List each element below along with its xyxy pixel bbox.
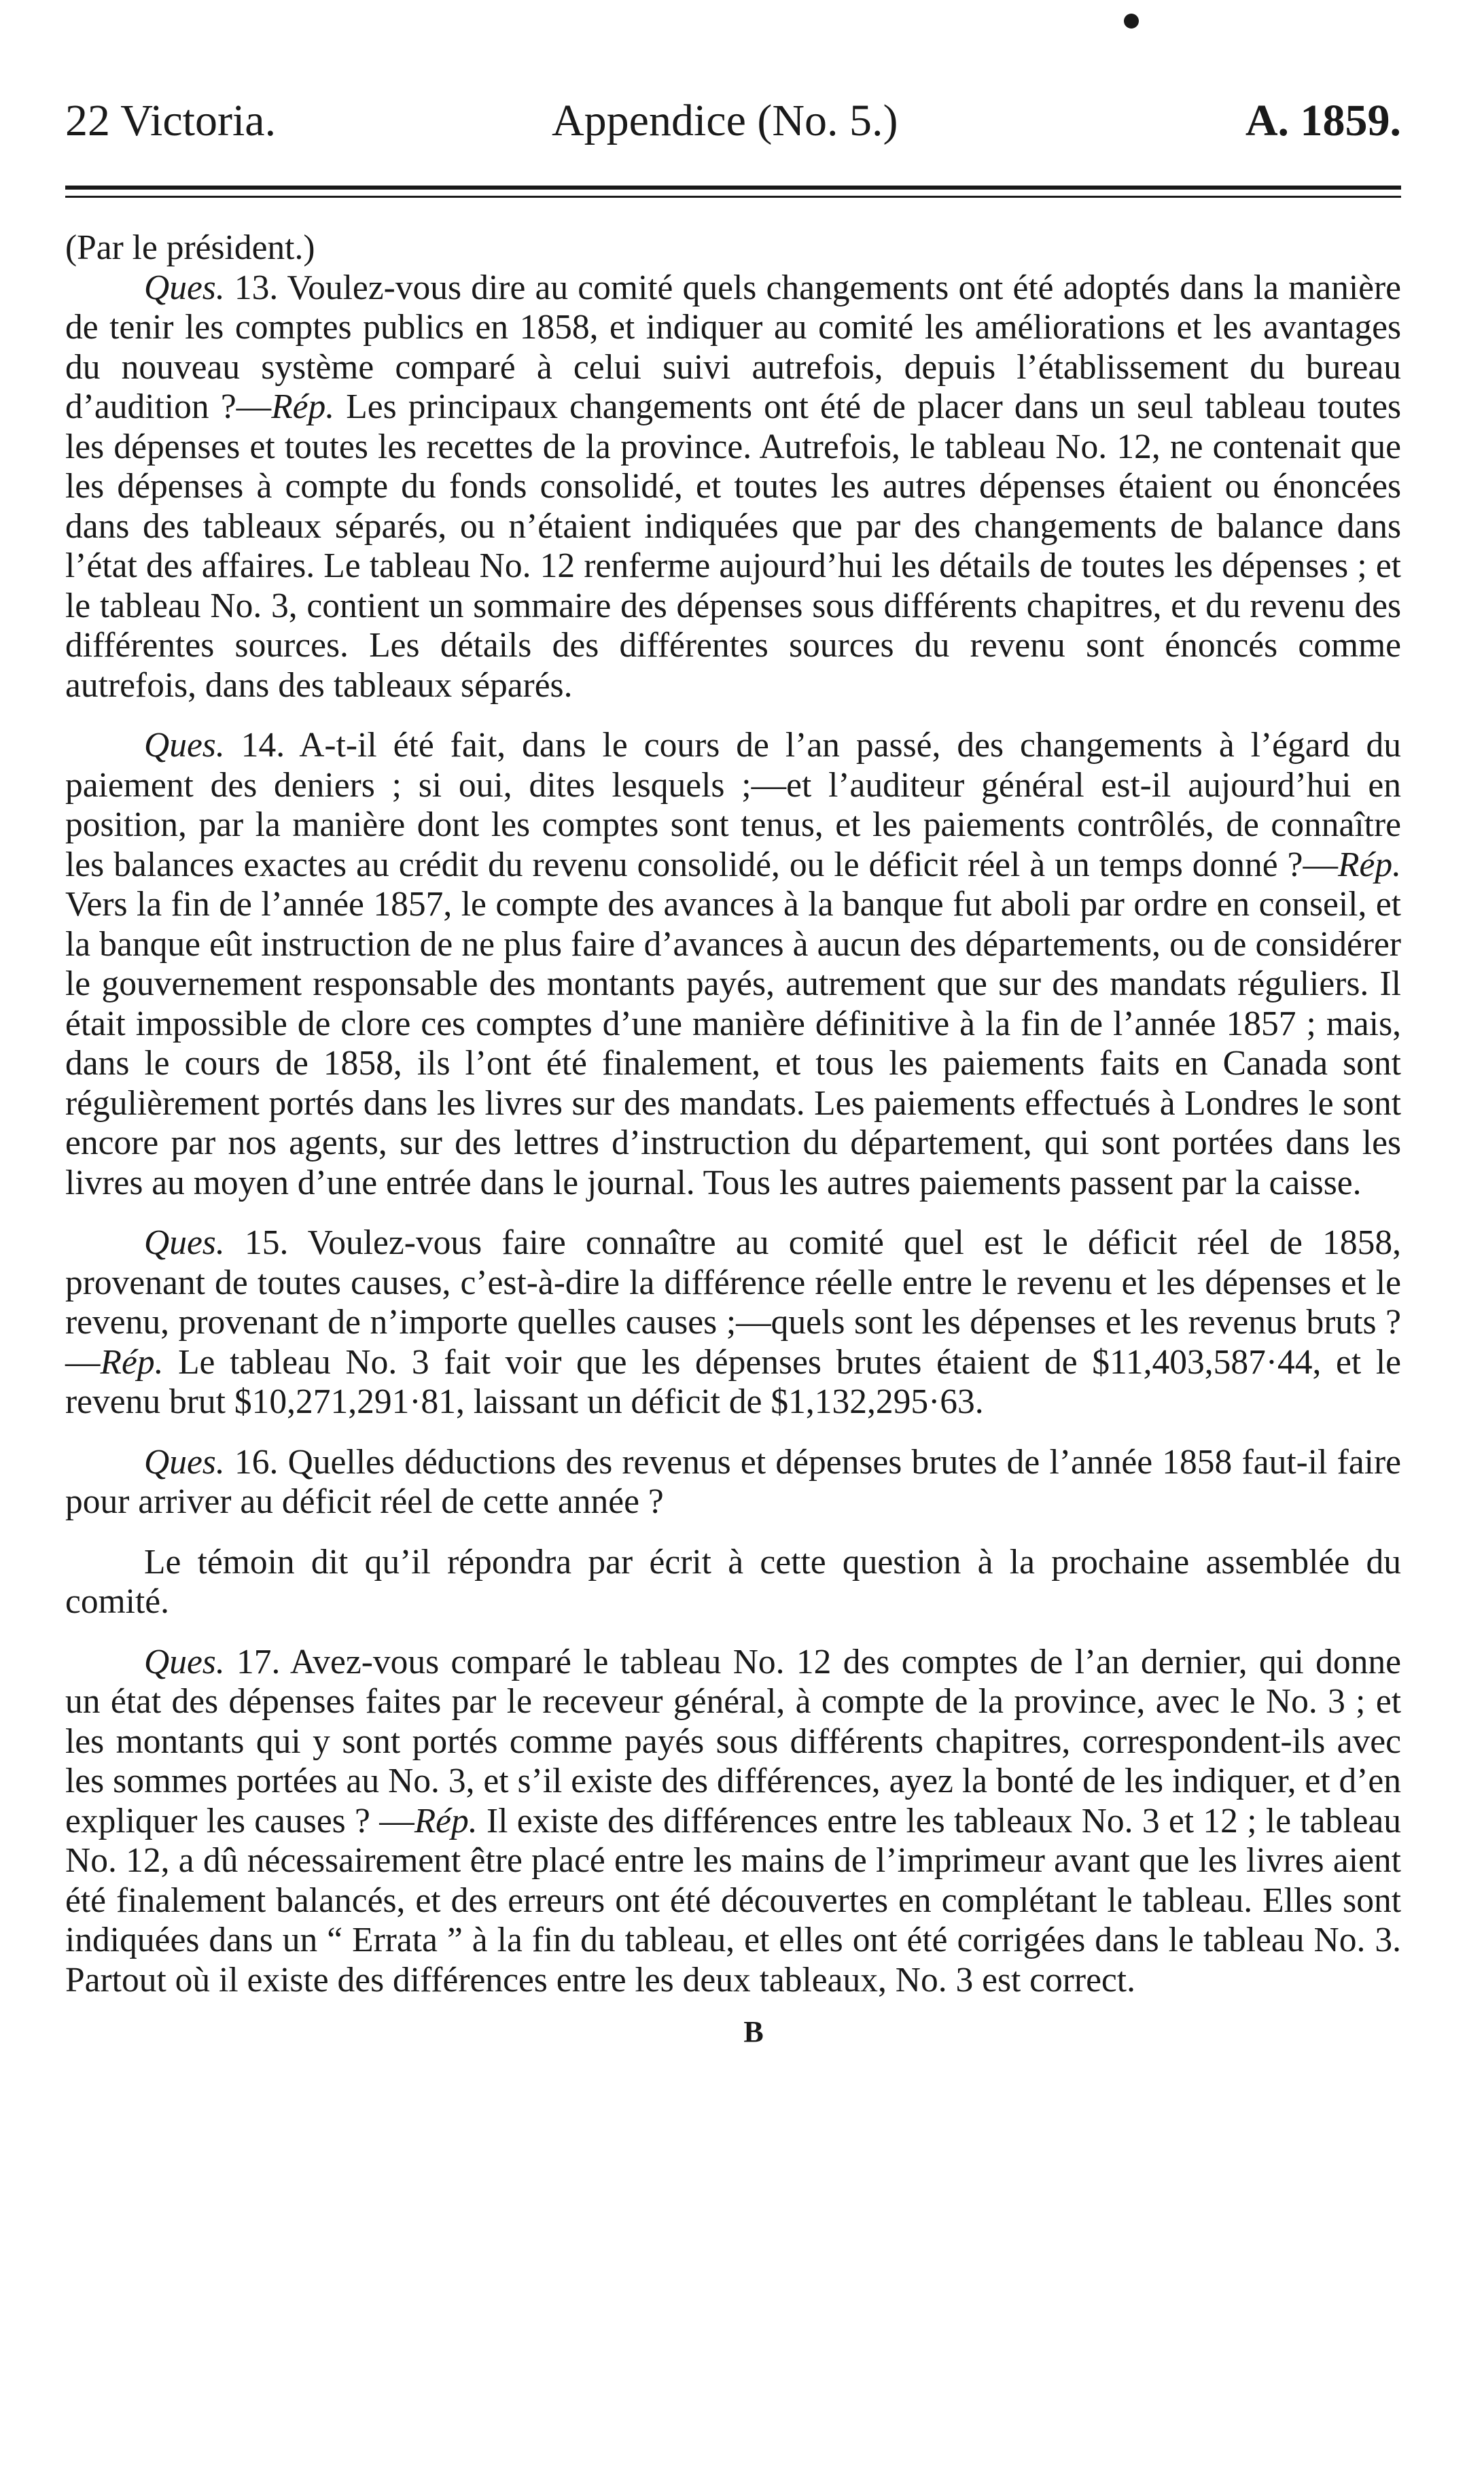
question-label: Ques. xyxy=(144,726,225,765)
header-rule-thin xyxy=(65,196,1401,198)
question-text: 17. Avez-vous comparé le tableau No. 12 des comptes de l’an dernier, qui donne un état des dépenses faites par le receveur général, à compte de la province, avec le No. 3 ; et les montants qui y sont portés comme payés sous différents chapitres, correspondent-ils avec les sommes portées au No. 3, et s’il existe des différences, ayez la bonté de les indiquer, et d’en expliquer les causes ? — xyxy=(65,1642,1401,1840)
answer-text: Le tableau No. 3 fait voir que les dépenses brutes étaient de $11,403,587·44, et le revenu brut $10,271,291·81, laissant un déficit de $1,132,295·63. xyxy=(65,1342,1401,1421)
question-label: Ques. xyxy=(144,1642,225,1681)
question-label: Ques. xyxy=(144,1223,225,1262)
header-volume: 22 Victoria. xyxy=(65,96,277,145)
header-appendix: Appendice (No. 5.) xyxy=(552,96,898,145)
question-text: 15. Voulez-vous faire connaître au comité quel est le déficit réel de 1858, provenant de toutes causes, c’est-à-dire la différence réelle entre le revenu et les dépenses et le revenu, provenant de n’importe quelles causes ;—quels sont les dépenses et les revenus bruts ?— xyxy=(65,1223,1401,1382)
body-text xyxy=(65,228,1401,2049)
answer-text: Il existe des différences entre les tableaux No. 3 et 12 ; le tableau No. 12, a dû nécessairement être placé entre les mains de l’imprimeur avant que les livres aient été finalement balancés, et des erreurs ont été découvertes en complétant le tableau. Elles sont indiquées dans un “ Errata ” à la fin du tableau, et elles ont été corrigées dans le tableau No. 3. Partout où il existe des différences entre les deux tableaux, No. 3 est correct. xyxy=(65,1801,1401,1999)
question-label: Ques. xyxy=(144,1442,225,1482)
question-16 xyxy=(65,1443,1401,1522)
question-text: 16. Quelles déductions des revenus et dépenses brutes de l’année 1858 faut-il faire pour arriver au déficit réel de cette année ? xyxy=(65,1442,1401,1521)
question-text: 13. Voulez-vous dire au comité quels changements ont été adoptés dans la manière de tenir les comptes publics en 1858, et indiquer au comité les améliorations et les avantages du nouveau système comparé à celui suivi autrefois, depuis l’établissement du bureau d’audition ?— xyxy=(65,268,1401,426)
question-15 xyxy=(65,1223,1401,1422)
witness-note: Le témoin dit qu’il répondra par écrit à cette question à la prochaine assemblée du comité. xyxy=(65,1542,1401,1621)
ink-speck xyxy=(1124,14,1139,29)
question-13 xyxy=(65,268,1401,706)
question-17 xyxy=(65,1643,1401,2001)
signature-mark: B xyxy=(743,2015,764,2048)
header-year: A. 1859. xyxy=(1245,96,1401,145)
running-header xyxy=(65,94,1401,148)
answer-text: Vers la fin de l’année 1857, le compte des avances à la banque fut aboli par ordre en conseil, et la banque eût instruction de ne plus faire d’avances à aucun des départements, ou de considérer le gouvernement responsable des montants payés, autrement que sur des mandats réguliers. Il était impossible de clore ces comptes d’une manière définitive à la fin de l’année 1857 ; mais, dans le cours de 1858, ils l’ont été finalement, et tous les paiements faits en Canada sont régulièrement portés dans les livres sur des mandats. Les paiements effectués à Londres le sont encore par nos agents, sur des lettres d’instruction du département, qui sont portées dans les livres au moyen d’une entrée dans le journal. Tous les autres paiements passent par la caisse. xyxy=(65,885,1401,1202)
header-rule-thick xyxy=(65,186,1401,190)
question-label: Ques. xyxy=(144,268,225,307)
reponse-label: Rép. xyxy=(1338,845,1401,884)
question-14 xyxy=(65,726,1401,1203)
answer-text: Les principaux changements ont été de placer dans un seul tableau toutes les dépenses et toutes les recettes de la province. Autrefois, le tableau No. 12, ne contenait que les dépenses à compte du fonds consolidé, et toutes les autres dépenses étaient ou énoncées dans des tableaux séparés, ou n’étaient indiquées que par des changements de balance dans l’état des affaires. Le tableau No. 12 renferme aujourd’hui les détails de toutes les dépenses ; et le tableau No. 3, contient un sommaire des dépenses sous différents chapitres, et du revenu des différentes sources. Les détails des différentes sources du revenu sont énoncés comme autrefois, dans des tableaux séparés. xyxy=(65,387,1401,705)
reponse-label: Rép. xyxy=(100,1342,164,1382)
reponse-label: Rép. xyxy=(414,1801,478,1840)
reponse-label: Rép. xyxy=(271,387,335,426)
intro-line: (Par le président.) xyxy=(65,228,315,267)
question-text: 14. A-t-il été fait, dans le cours de l’an passé, des changements à l’égard du paiement des deniers ; si oui, dites lesquels ;—et l’auditeur général est-il aujourd’hui en position, par la manière dont les comptes sont tenus, et les paiements contrôlés, de connaître les balances exactes au crédit du revenu consolidé, ou le déficit réel à un temps donné ?— xyxy=(65,726,1401,884)
